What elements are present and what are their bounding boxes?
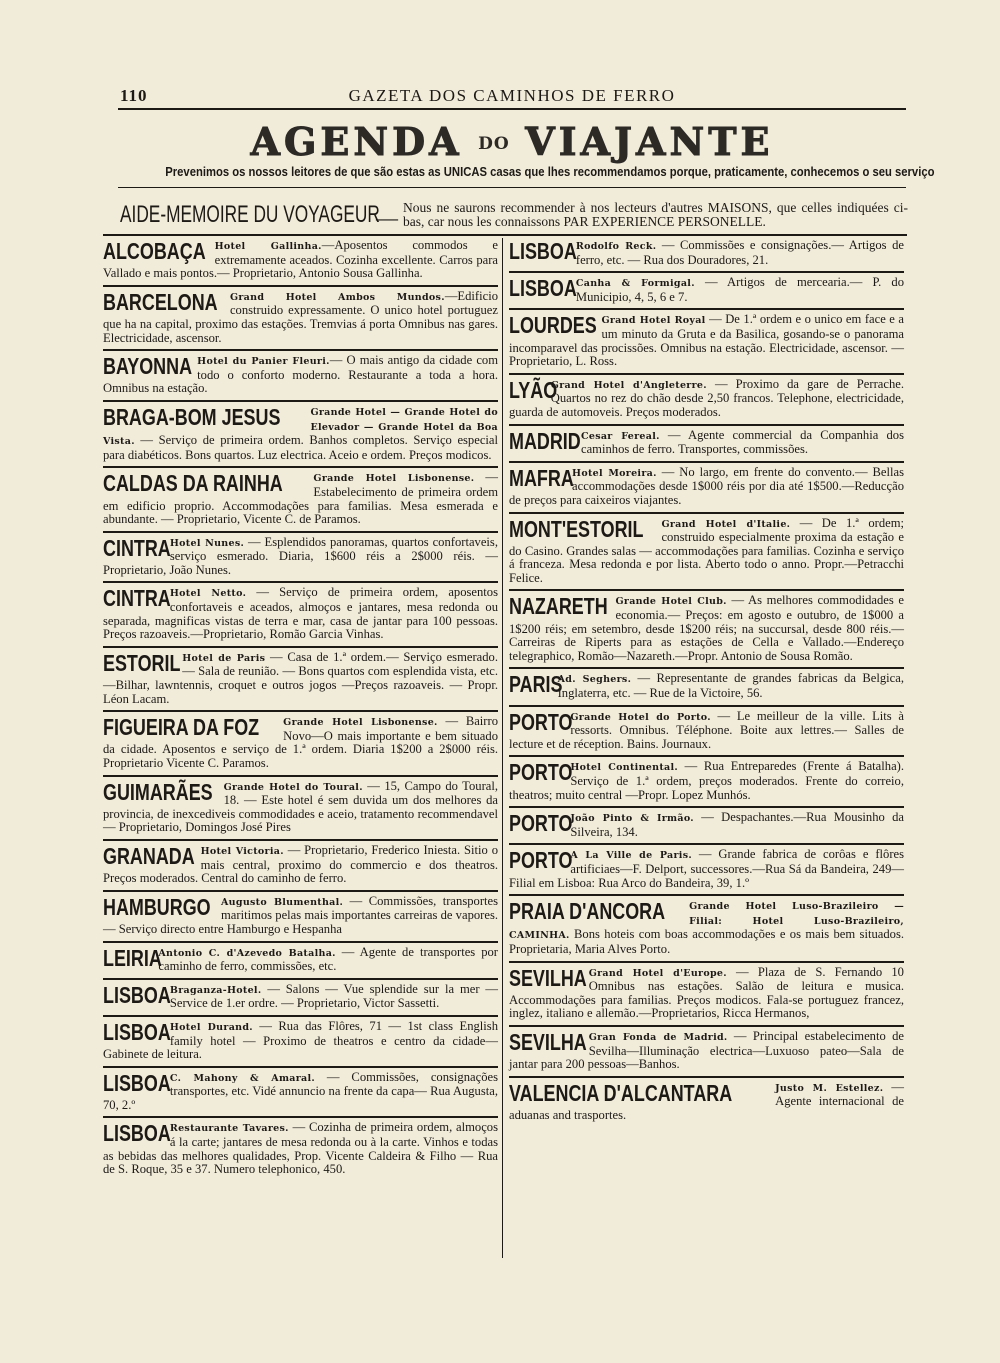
listing-description: — Le meilleur de la ville. Lits à ressorts. Omnibus. Téléphone. Boite aux lettres.— Salles de lecture et de réception. Bains. Journaux. xyxy=(509,708,904,751)
business-name: Braganza-Hotel. xyxy=(169,984,262,996)
listing-entry xyxy=(103,400,498,466)
business-name: Grand Hotel d'Italie. xyxy=(661,518,791,530)
business-name: Cesar Fereal. xyxy=(581,430,660,442)
city-name: BRAGA-BOM JESUS xyxy=(103,403,281,430)
business-name: Justo M. Estellez. xyxy=(775,1082,884,1094)
business-name: Hotel Moreira. xyxy=(572,467,657,479)
business-name: Grand Hotel Ambos Mundos. xyxy=(229,291,445,303)
column-divider xyxy=(502,238,503,1258)
listing-description: — Representante de grandes fabricas da Belgica, Inglaterra, etc. — Rue de la Victoire, 56. xyxy=(557,671,904,701)
listing-entry xyxy=(103,710,498,774)
business-name: Hotel Victoria. xyxy=(200,845,284,857)
listing-description: — Plaza de S. Fernando 10 Omnibus nas estações. Salão de leitura e musica. Accommodações para familias. Preços modicos. Fala-se portuguez francez, inglez, italiano e allemão.—Proprietarios, Ricca Hermanos, xyxy=(509,964,904,1021)
listing-description: — Serviço de primeira ordem, aposentos confortaveis e aceados, almoços e jantares, mesa redonda ou separada, magnificas vistas de terra e mar, casa de jantar para 100 pessoas. Preços razoaveis.—Proprietario, Romão Garcia Vinhas. xyxy=(103,585,498,642)
listing-description: — Commissões, consignações transportes, etc. Vidé annuncio na frente da capa— Rua Augusta, 70, 2.º xyxy=(103,1069,498,1112)
business-name: Grand Hotel Royal xyxy=(601,315,706,327)
city-name: LISBOA xyxy=(509,275,577,302)
city-name: LEIRIA xyxy=(103,944,162,971)
listing-entry xyxy=(103,1116,498,1180)
city-name: PRAIA D'ANCORA xyxy=(509,898,666,925)
business-name: Antonio C. d'Azevedo Batalha. xyxy=(158,947,336,959)
listing-description: — Bairro Novo—O mais importante e bem situado da cidade. Aposentos e serviço de 1.ª ordem. Diaria 1$200 a 2$000 réis. Proprietario Vicente C. Paramos. xyxy=(103,714,498,770)
business-name: Grande Hotel Luso-Brazileiro — Filial: Hotel Luso-Brazileiro, CAMINHA. xyxy=(509,901,904,942)
listing-description: — Principal estabelecimento de Sevilha—Illuminação electrica—Luxuoso pateo—Sala de jantar para 200 pessoas—Banhos. xyxy=(509,1028,904,1072)
listing-entry xyxy=(103,941,498,978)
right-column xyxy=(509,236,904,1126)
header-rule xyxy=(118,108,906,110)
listing-entry xyxy=(103,890,498,941)
listing-entry xyxy=(509,843,904,894)
listing-entry xyxy=(509,236,904,271)
city-name: CALDAS DA RAINHA xyxy=(103,470,283,497)
listing-entry xyxy=(509,308,904,372)
listing-description: — As melhores commodidades e economia.— Preços: em agosto e outubro, de 1$000 a 1$200 réis; em setembro, desde 1$200 réis; na succursal, desde 800 réis.—Carreiras de Riperts para as estações de Cella e Vallado.—Endereço telegraphico, Romão—Nazareth.—Propr. Antonio de Sousa Romão. xyxy=(509,593,904,663)
listing-description: — Rua Entreparedes (Frente á Batalha). Serviço de 1.ª ordem, preços moderados. Frente do correio, theatros; muito central —Propr. Lopez Munhós. xyxy=(509,759,904,802)
listing-description: — No largo, em frente do convento.— Bellas accommodações desde 1$000 réis por dia até 1$500.—Reducção de preços para caixeiros viajantes. xyxy=(509,464,904,507)
city-name: LYÃO xyxy=(509,376,558,403)
banner xyxy=(118,119,906,164)
listing-entry xyxy=(509,271,904,308)
city-name: LISBOA xyxy=(103,1069,171,1096)
journal-title: GAZETA DOS CAMINHOS DE FERRO xyxy=(348,86,676,105)
listing-entry xyxy=(509,961,904,1025)
listing-description: Bons hoteis com boas accommodações e os mais bem situados. Proprietaria, Maria Alves Porto. xyxy=(509,927,904,956)
subtitle-rule xyxy=(118,187,906,188)
city-name: ESTORIL xyxy=(103,649,181,676)
city-name: MAFRA xyxy=(509,464,574,491)
listing-description: — Agente de transportes por caminho de ferro, commissões, etc. xyxy=(158,944,498,974)
city-name: CINTRA xyxy=(103,585,171,612)
listing-entry xyxy=(103,285,498,349)
business-name: Ad. Seghers. xyxy=(557,674,632,686)
listing-description: — Proximo da gare de Perrache. Quartos no rez do chão desde 2,50 francos. Telephone, electricidade, guarda de automoveis. Preços moderados. xyxy=(509,376,904,419)
listing-description: — Agente internacional de aduanas and trasportes. xyxy=(509,1079,904,1122)
city-name: LISBOA xyxy=(509,238,577,264)
listing-entry xyxy=(509,667,904,704)
page-number: 110 xyxy=(120,86,148,105)
listing-entry xyxy=(509,894,904,960)
listing-description: — Estabelecimento de primeira ordem em edificio proprio. Accommodações para familias. Mesa esmerada e abundante. — Proprietario, Vicente C. de Paramos. xyxy=(103,470,498,527)
business-name: Hotel Durand. xyxy=(169,1021,253,1033)
city-name: ALCOBAÇA xyxy=(103,238,206,264)
listing-entry xyxy=(509,512,904,590)
business-name: Grande Hotel — Grande Hotel do Elevador — Grande Hotel da Boa Vista. xyxy=(103,406,498,448)
left-column xyxy=(103,236,498,1181)
business-name: Grande Hotel Lisbonense. xyxy=(283,717,438,729)
city-name: PORTO xyxy=(509,759,573,786)
business-name: Canha & Formigal. xyxy=(575,278,695,290)
listing-description: — Esplendidos panoramas, quartos confortaveis, serviço esmerado. Diaria, 1$600 réis a 2$000 réis. — Proprietario, João Nunes. xyxy=(103,534,498,577)
listing-description: — Rua das Flôres, 71 — 1st class English family hotel — Proximo de theatros e centro da cidade—Gabinete de leitura. xyxy=(103,1018,498,1062)
business-name: Hotel du Panier Fleuri. xyxy=(197,356,330,368)
city-name: PARIS xyxy=(509,671,563,698)
banner-word-do: DO xyxy=(478,134,510,154)
listing-description: — O mais antigo da cidade com todo o conforto moderno. Restaurante a toda a hora. Omnibus na estação. xyxy=(103,353,498,396)
listing-entry xyxy=(103,236,498,285)
business-name: Hotel Gallinha. xyxy=(214,241,322,252)
city-name: NAZARETH xyxy=(509,593,608,620)
listing-entry xyxy=(103,1066,498,1117)
listing-description: — Commissões e consignações.— Artigos de ferro, etc. — Rua dos Douradores, 21. xyxy=(575,238,904,267)
listing-entry xyxy=(509,755,904,806)
listing-description: — Casa de 1.ª ordem.— Serviço esmerado. — Sala de reunião. — Bons quartos com esplendida vista, etc.—Bilhar, lawntennis, croquet e outros jogos —Preços razoaveis. — Propr. Léon Lacam. xyxy=(103,649,498,706)
aide-memoire xyxy=(118,199,906,233)
city-name: BARCELONA xyxy=(103,288,218,315)
listing-entry xyxy=(103,466,498,530)
city-name: CINTRA xyxy=(103,534,171,561)
business-name: C. Mahony & Amaral. xyxy=(169,1072,316,1084)
listing-description: — Serviço de primeira ordem. Banhos completos. Serviço especial para diabéticos. Bons quartos. Luz electrica. Aceio e ordem. Preços modicos. xyxy=(103,433,498,462)
listing-description: — Salons — Vue splendide sur la mer — Service de 1.er ordre. — Proprietario, Victor Sassetti. xyxy=(169,981,498,1011)
business-name: Grand Hotel d'Angleterre. xyxy=(550,379,707,391)
city-name: MONT'ESTORIL xyxy=(509,515,644,542)
city-name: SEVILHA xyxy=(509,1028,587,1055)
business-name: Rodolfo Reck. xyxy=(575,241,657,252)
city-name: PORTO xyxy=(509,847,573,874)
listing-entry xyxy=(103,531,498,582)
listing-entry xyxy=(509,806,904,843)
listing-entry xyxy=(509,424,904,461)
business-name: Augusto Blumenthal. xyxy=(221,896,344,908)
aide-memoire-dash: — xyxy=(376,205,398,230)
subtitle: Prevenimos os nossos leitores de que são estas as UNICAS casas que lhes recommendamos porque, praticamente, conhecemos o seu serviço xyxy=(165,164,935,179)
listing-entry xyxy=(509,705,904,756)
listing-entry xyxy=(103,349,498,400)
listing-entry xyxy=(509,1076,904,1127)
city-name: GUIMARÃES xyxy=(103,778,213,805)
listing-description: —Edificio construido expressamente. O unico hotel portuguez que ha na capital, proximo das estações. Tremvias á porta Omnibus nas gares. Electricidade, ascensor. xyxy=(103,288,498,345)
listing-description: — Commissões, transportes maritimos pelas mais importantes carreiras de vapores. — Serviço directo entre Hamburgo e Hespanha xyxy=(103,893,499,936)
business-name: Grande Hotel Club. xyxy=(615,596,727,608)
city-name: SEVILHA xyxy=(509,964,587,991)
business-name: João Pinto & Irmão. xyxy=(570,813,694,825)
listing-entry xyxy=(509,461,904,512)
listing-entry xyxy=(103,646,498,710)
listing-description: — Artigos de mercearia.— P. do Municipio, 4, 5, 6 e 7. xyxy=(575,275,904,304)
city-name: VALENCIA D'ALCANTARA xyxy=(509,1079,733,1106)
city-name: LISBOA xyxy=(103,981,171,1008)
city-name: LISBOA xyxy=(103,1018,171,1045)
business-name: Hotel Continental. xyxy=(570,762,679,774)
listing-description: — 15, Campo do Toural, 18. — Este hotel é sem duvida um dos melhores da provincia, de inexcediveis commodidades e aceio, tratamento recommendavel — Proprietario, Domingos José Pires xyxy=(103,778,498,835)
city-name: PORTO xyxy=(509,708,573,735)
aide-memoire-label: AIDE-MEMOIRE DU VOYAGEUR xyxy=(120,201,380,228)
business-name: Hotel Netto. xyxy=(169,588,247,600)
city-name: LISBOA xyxy=(103,1120,171,1147)
city-name: HAMBURGO xyxy=(103,893,211,920)
business-name: Gran Fonda de Madrid. xyxy=(588,1031,728,1043)
business-name: Grande Hotel do Porto. xyxy=(570,711,711,723)
business-name: Hotel de Paris xyxy=(182,652,266,664)
aide-memoire-text: Nous ne saurons recommender à nos lecteurs d'autres MAISONS, que celles indiquées ci-bas, car nous les connaissons PAR EXPERIENCE PERSONELLE. xyxy=(403,200,908,229)
listing-entry xyxy=(509,373,904,424)
listing-description: — Proprietario, Frederico Iniesta. Sitio o mais central, proximo do commercio e dos theatros. Preços moderados. Central do caminho de ferro. xyxy=(103,842,498,886)
listing-entry xyxy=(509,1025,904,1076)
listing-description: — De 1.ª ordem e o unico em face e a um minuto da Gruta e da Basilica, gosando-se o panorama incomparavel das procissões. Omnibus na estação. Electricidade, ascensor. — Proprietario, L. Ross. xyxy=(509,312,904,369)
business-name: Grand Hotel d'Europe. xyxy=(588,967,727,979)
listing-description: —Aposentos commodos e extremamente aceados. Cozinha excellente. Carros para Vallado e mais pontos.— Proprietario, Antonio Sousa Gallinha. xyxy=(103,238,498,281)
business-name: A La Ville de Paris. xyxy=(570,850,692,862)
listing-description: — Cozinha de primeira ordem, almoços á la carte; jantares de mesa redonda ou à la carte. Vinhos e todas as bebidas das melhores qualidades, Prop. Vicente Caldeira & Filho — Rua de S. Roque, 35 e 37. Numero telephonico, 450. xyxy=(103,1120,498,1177)
listing-description: — De 1.ª ordem; construido especialmente proxima da estação e do Casino. Grandes salas — accommodações para familias. Cozinha e serviço á franceza. Mesa redonda e por lista. Aberto todo o anno. Propr.—Petracchi Felice. xyxy=(509,515,905,585)
business-name: Grande Hotel Lisbonense. xyxy=(313,473,475,485)
listing-entry xyxy=(103,1015,498,1066)
city-name: MADRID xyxy=(509,427,581,454)
city-name: FIGUEIRA DA FOZ xyxy=(103,714,260,741)
city-name: GRANADA xyxy=(103,842,195,869)
listing-entry xyxy=(509,589,904,667)
business-name: Restaurante Tavares. xyxy=(169,1123,289,1135)
banner-word-viajante: VIAJANTE xyxy=(525,119,774,164)
listing-description: — Agente commercial da Companhia dos caminhos de ferro. Transportes, commissões. xyxy=(581,427,904,457)
listing-entry xyxy=(103,581,498,645)
listing-entry xyxy=(103,775,498,839)
page-header xyxy=(118,84,906,106)
listing-description: — Despachantes.—Rua Mousinho da Silveira, 134. xyxy=(570,810,905,839)
banner-word-agenda: AGENDA xyxy=(250,119,463,164)
listing-entry xyxy=(103,978,498,1015)
listing-description: — Grande fabrica de corôas e flôres artificiaes—F. Delport, successores.—Rua Sá da Bandeira, 249—Filial em Lisboa: Rua Arco do Bandeira, 39, 1.º xyxy=(509,847,905,890)
city-name: BAYONNA xyxy=(103,353,193,380)
business-name: Grande Hotel do Toural. xyxy=(223,781,363,793)
city-name: PORTO xyxy=(509,810,573,837)
city-name: LOURDES xyxy=(509,312,597,339)
business-name: Hotel Nunes. xyxy=(169,537,245,549)
listing-entry xyxy=(103,839,498,890)
